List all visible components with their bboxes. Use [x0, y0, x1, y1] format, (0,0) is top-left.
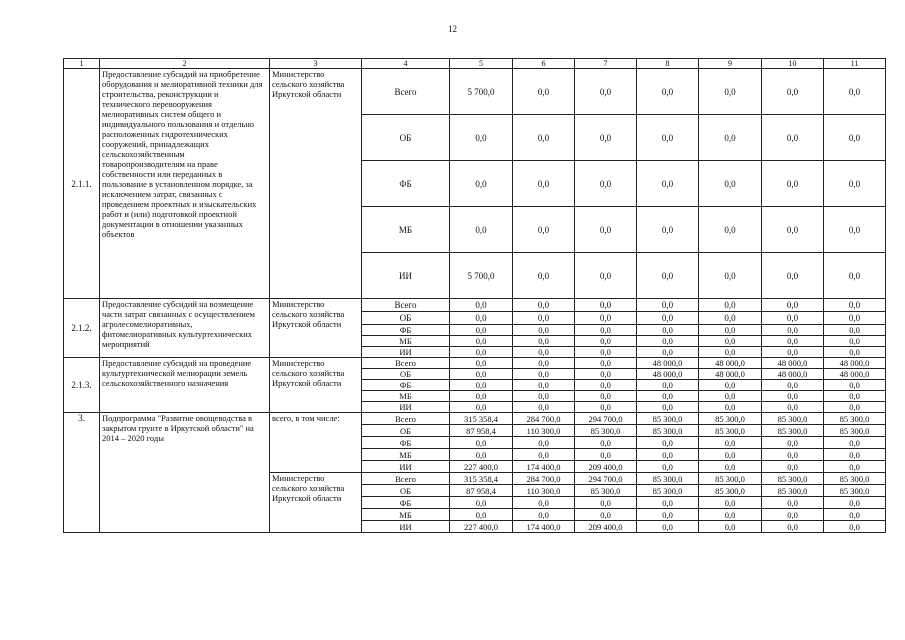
column-number: 7 — [575, 59, 637, 69]
amount-cell: 48 000,0 — [824, 369, 886, 380]
amount-cell: 0,0 — [450, 115, 513, 161]
amount-cell: 0,0 — [824, 449, 886, 461]
amount-cell: 0,0 — [637, 253, 699, 299]
amount-cell: 85 300,0 — [824, 485, 886, 497]
amount-cell: 174 400,0 — [513, 521, 575, 533]
amount-cell: 0,0 — [450, 161, 513, 207]
funding-source: МБ — [362, 509, 450, 521]
amount-cell: 0,0 — [450, 391, 513, 402]
item-name: Подпрограмма "Развитие овощеводства в закрытом грунте в Иркутской области" на 2014 – 2020 годы — [100, 413, 270, 533]
table-row — [64, 299, 886, 312]
amount-cell: 0,0 — [699, 312, 762, 325]
item-code: 2.1.2. — [64, 299, 100, 358]
amount-cell: 0,0 — [824, 380, 886, 391]
amount-cell: 0,0 — [824, 253, 886, 299]
funding-source: ФБ — [362, 325, 450, 336]
amount-cell: 0,0 — [762, 253, 824, 299]
amount-cell: 85 300,0 — [762, 425, 824, 437]
amount-cell: 0,0 — [699, 161, 762, 207]
amount-cell: 0,0 — [513, 207, 575, 253]
funding-source: ФБ — [362, 161, 450, 207]
table-row — [64, 413, 886, 425]
amount-cell: 0,0 — [699, 391, 762, 402]
amount-cell: 174 400,0 — [513, 461, 575, 473]
funding-source: ИИ — [362, 253, 450, 299]
amount-cell: 0,0 — [637, 299, 699, 312]
executor: Министерство сельского хозяйства Иркутской области — [270, 299, 362, 358]
amount-cell: 48 000,0 — [762, 369, 824, 380]
amount-cell: 0,0 — [824, 347, 886, 358]
amount-cell: 0,0 — [762, 437, 824, 449]
amount-cell: 0,0 — [575, 336, 637, 347]
amount-cell: 0,0 — [575, 312, 637, 325]
funding-source: ФБ — [362, 497, 450, 509]
amount-cell: 0,0 — [762, 115, 824, 161]
amount-cell: 0,0 — [824, 312, 886, 325]
amount-cell: 0,0 — [824, 521, 886, 533]
amount-cell: 0,0 — [513, 380, 575, 391]
amount-cell: 0,0 — [575, 115, 637, 161]
executor: Министерство сельского хозяйства Иркутской области — [270, 358, 362, 413]
amount-cell: 87 958,4 — [450, 425, 513, 437]
amount-cell: 0,0 — [824, 509, 886, 521]
item-name: Предоставление субсидий на возмещение части затрат связанных с осуществлением агролесомелиоративных, фитомелиоративных культуртехнических мероприятий — [100, 299, 270, 358]
amount-cell: 85 300,0 — [762, 413, 824, 425]
amount-cell: 0,0 — [450, 358, 513, 369]
funding-source: Всего — [362, 69, 450, 115]
amount-cell: 0,0 — [699, 521, 762, 533]
amount-cell: 0,0 — [513, 402, 575, 413]
funding-source: ИИ — [362, 402, 450, 413]
amount-cell: 48 000,0 — [637, 358, 699, 369]
amount-cell: 0,0 — [450, 509, 513, 521]
amount-cell: 0,0 — [450, 497, 513, 509]
amount-cell: 0,0 — [699, 449, 762, 461]
amount-cell: 294 700,0 — [575, 413, 637, 425]
funding-source: ИИ — [362, 461, 450, 473]
amount-cell: 0,0 — [575, 497, 637, 509]
amount-cell: 85 300,0 — [762, 485, 824, 497]
page-number: 12 — [448, 24, 457, 34]
amount-cell: 0,0 — [575, 380, 637, 391]
amount-cell: 0,0 — [762, 325, 824, 336]
amount-cell: 0,0 — [575, 358, 637, 369]
amount-cell: 85 300,0 — [699, 425, 762, 437]
executor: Министерство сельского хозяйства Иркутской области — [270, 473, 362, 533]
item-code: 3. — [64, 413, 100, 533]
table-row — [64, 69, 886, 115]
amount-cell: 0,0 — [824, 437, 886, 449]
amount-cell: 0,0 — [637, 347, 699, 358]
funding-source: Всего — [362, 413, 450, 425]
funding-source: ИИ — [362, 521, 450, 533]
amount-cell: 0,0 — [699, 115, 762, 161]
amount-cell: 0,0 — [450, 380, 513, 391]
item-code: 2.1.3. — [64, 358, 100, 413]
item-code: 2.1.1. — [64, 69, 100, 299]
column-number: 11 — [824, 59, 886, 69]
amount-cell: 0,0 — [699, 69, 762, 115]
table-row — [64, 358, 886, 369]
amount-cell: 0,0 — [637, 325, 699, 336]
amount-cell: 48 000,0 — [699, 369, 762, 380]
column-number: 10 — [762, 59, 824, 69]
amount-cell: 0,0 — [699, 299, 762, 312]
amount-cell: 0,0 — [762, 380, 824, 391]
amount-cell: 0,0 — [699, 253, 762, 299]
column-number-row — [64, 59, 886, 69]
amount-cell: 0,0 — [450, 402, 513, 413]
amount-cell: 48 000,0 — [699, 358, 762, 369]
amount-cell: 85 300,0 — [762, 473, 824, 485]
funding-source: ОБ — [362, 425, 450, 437]
amount-cell: 0,0 — [637, 402, 699, 413]
amount-cell: 85 300,0 — [824, 473, 886, 485]
amount-cell: 0,0 — [637, 521, 699, 533]
amount-cell: 0,0 — [637, 380, 699, 391]
amount-cell: 0,0 — [575, 69, 637, 115]
amount-cell: 0,0 — [513, 115, 575, 161]
amount-cell: 0,0 — [513, 497, 575, 509]
amount-cell: 0,0 — [637, 461, 699, 473]
amount-cell: 0,0 — [575, 391, 637, 402]
amount-cell: 0,0 — [513, 449, 575, 461]
amount-cell: 0,0 — [699, 437, 762, 449]
funding-source: МБ — [362, 336, 450, 347]
column-number: 2 — [100, 59, 270, 69]
amount-cell: 0,0 — [637, 509, 699, 521]
amount-cell: 85 300,0 — [824, 425, 886, 437]
column-number: 9 — [699, 59, 762, 69]
amount-cell: 284 700,0 — [513, 473, 575, 485]
amount-cell: 0,0 — [513, 161, 575, 207]
item-name: Предоставление субсидий на приобретение оборудования и мелиоративной техники для строительства, реконструкции и технического перевооружения мелиоративных систем общего и индивидуального пользования и отдельно расположенных гидротехнических сооружений, принадлежащих сельскохозяйственным товаропроизводителям на праве собственности или переданных в пользование в установленном порядке, за исключением затрат, связанных с проведением проектных и изыскательских работ и (или) подготовкой проектной документации в отношении указанных объектов — [100, 69, 270, 299]
column-number: 6 — [513, 59, 575, 69]
amount-cell: 0,0 — [513, 312, 575, 325]
amount-cell: 0,0 — [637, 437, 699, 449]
amount-cell: 0,0 — [637, 69, 699, 115]
amount-cell: 85 300,0 — [637, 485, 699, 497]
amount-cell: 0,0 — [824, 299, 886, 312]
amount-cell: 0,0 — [513, 437, 575, 449]
amount-cell: 0,0 — [637, 161, 699, 207]
amount-cell: 0,0 — [513, 253, 575, 299]
amount-cell: 209 400,0 — [575, 521, 637, 533]
amount-cell: 0,0 — [450, 207, 513, 253]
amount-cell: 0,0 — [513, 299, 575, 312]
amount-cell: 0,0 — [637, 497, 699, 509]
amount-cell: 0,0 — [824, 207, 886, 253]
amount-cell: 110 300,0 — [513, 485, 575, 497]
executor: Министерство сельского хозяйства Иркутской области — [270, 69, 362, 299]
funding-source: Всего — [362, 358, 450, 369]
funding-source: ОБ — [362, 485, 450, 497]
column-number: 5 — [450, 59, 513, 69]
amount-cell: 5 700,0 — [450, 253, 513, 299]
amount-cell: 0,0 — [450, 312, 513, 325]
amount-cell: 0,0 — [450, 437, 513, 449]
amount-cell: 0,0 — [575, 369, 637, 380]
amount-cell: 0,0 — [699, 509, 762, 521]
amount-cell: 0,0 — [575, 437, 637, 449]
funding-source: Всего — [362, 473, 450, 485]
amount-cell: 0,0 — [575, 253, 637, 299]
amount-cell: 0,0 — [513, 369, 575, 380]
amount-cell: 0,0 — [575, 325, 637, 336]
budget-table — [63, 58, 886, 533]
amount-cell: 85 300,0 — [637, 413, 699, 425]
amount-cell: 0,0 — [513, 347, 575, 358]
amount-cell: 0,0 — [450, 449, 513, 461]
amount-cell: 0,0 — [824, 402, 886, 413]
amount-cell: 0,0 — [824, 336, 886, 347]
amount-cell: 85 300,0 — [699, 473, 762, 485]
amount-cell: 5 700,0 — [450, 69, 513, 115]
amount-cell: 0,0 — [637, 115, 699, 161]
funding-source: МБ — [362, 449, 450, 461]
amount-cell: 209 400,0 — [575, 461, 637, 473]
amount-cell: 0,0 — [575, 207, 637, 253]
amount-cell: 85 300,0 — [575, 485, 637, 497]
amount-cell: 0,0 — [513, 358, 575, 369]
amount-cell: 0,0 — [824, 391, 886, 402]
column-number: 1 — [64, 59, 100, 69]
amount-cell: 0,0 — [762, 521, 824, 533]
column-number: 4 — [362, 59, 450, 69]
amount-cell: 87 958,4 — [450, 485, 513, 497]
amount-cell: 85 300,0 — [699, 485, 762, 497]
amount-cell: 0,0 — [637, 449, 699, 461]
amount-cell: 0,0 — [513, 509, 575, 521]
amount-cell: 0,0 — [824, 161, 886, 207]
amount-cell: 284 700,0 — [513, 413, 575, 425]
amount-cell: 0,0 — [699, 347, 762, 358]
amount-cell: 0,0 — [637, 207, 699, 253]
amount-cell: 0,0 — [762, 207, 824, 253]
amount-cell: 315 358,4 — [450, 473, 513, 485]
amount-cell: 0,0 — [575, 402, 637, 413]
amount-cell: 0,0 — [699, 497, 762, 509]
amount-cell: 85 300,0 — [637, 425, 699, 437]
amount-cell: 315 358,4 — [450, 413, 513, 425]
funding-source: Всего — [362, 299, 450, 312]
column-number: 8 — [637, 59, 699, 69]
amount-cell: 0,0 — [699, 402, 762, 413]
amount-cell: 0,0 — [699, 380, 762, 391]
amount-cell: 0,0 — [450, 299, 513, 312]
amount-cell: 0,0 — [824, 461, 886, 473]
amount-cell: 0,0 — [824, 115, 886, 161]
amount-cell: 0,0 — [699, 461, 762, 473]
amount-cell: 0,0 — [824, 325, 886, 336]
amount-cell: 0,0 — [762, 347, 824, 358]
executor: всего, в том числе: — [270, 413, 362, 473]
amount-cell: 48 000,0 — [824, 358, 886, 369]
funding-source: ОБ — [362, 115, 450, 161]
amount-cell: 48 000,0 — [637, 369, 699, 380]
amount-cell: 0,0 — [824, 497, 886, 509]
amount-cell: 0,0 — [762, 69, 824, 115]
amount-cell: 0,0 — [762, 299, 824, 312]
amount-cell: 110 300,0 — [513, 425, 575, 437]
amount-cell: 0,0 — [575, 161, 637, 207]
amount-cell: 0,0 — [762, 461, 824, 473]
amount-cell: 85 300,0 — [824, 413, 886, 425]
funding-source: ФБ — [362, 437, 450, 449]
amount-cell: 0,0 — [699, 207, 762, 253]
amount-cell: 0,0 — [513, 325, 575, 336]
amount-cell: 0,0 — [513, 391, 575, 402]
amount-cell: 0,0 — [762, 497, 824, 509]
funding-source: ОБ — [362, 312, 450, 325]
column-number: 3 — [270, 59, 362, 69]
amount-cell: 0,0 — [762, 312, 824, 325]
amount-cell: 227 400,0 — [450, 461, 513, 473]
amount-cell: 0,0 — [762, 402, 824, 413]
amount-cell: 0,0 — [762, 391, 824, 402]
amount-cell: 0,0 — [513, 336, 575, 347]
amount-cell: 0,0 — [575, 347, 637, 358]
amount-cell: 0,0 — [450, 325, 513, 336]
funding-source: МБ — [362, 391, 450, 402]
amount-cell: 85 300,0 — [699, 413, 762, 425]
funding-source: ИИ — [362, 347, 450, 358]
amount-cell: 227 400,0 — [450, 521, 513, 533]
amount-cell: 0,0 — [450, 369, 513, 380]
amount-cell: 0,0 — [699, 336, 762, 347]
amount-cell: 0,0 — [637, 312, 699, 325]
amount-cell: 0,0 — [824, 69, 886, 115]
amount-cell: 294 700,0 — [575, 473, 637, 485]
amount-cell: 0,0 — [762, 336, 824, 347]
amount-cell: 48 000,0 — [762, 358, 824, 369]
amount-cell: 0,0 — [575, 299, 637, 312]
funding-source: МБ — [362, 207, 450, 253]
amount-cell: 0,0 — [699, 325, 762, 336]
amount-cell: 0,0 — [450, 336, 513, 347]
amount-cell: 0,0 — [762, 161, 824, 207]
amount-cell: 0,0 — [637, 336, 699, 347]
funding-source: ФБ — [362, 380, 450, 391]
amount-cell: 85 300,0 — [637, 473, 699, 485]
amount-cell: 0,0 — [762, 509, 824, 521]
amount-cell: 0,0 — [637, 391, 699, 402]
amount-cell: 0,0 — [575, 509, 637, 521]
item-name: Предоставление субсидий на проведение культуртехнической мелиорации земель сельскохозяйственного назначения — [100, 358, 270, 413]
amount-cell: 0,0 — [450, 347, 513, 358]
amount-cell: 0,0 — [575, 449, 637, 461]
amount-cell: 0,0 — [513, 69, 575, 115]
amount-cell: 0,0 — [762, 449, 824, 461]
funding-source: ОБ — [362, 369, 450, 380]
amount-cell: 85 300,0 — [575, 425, 637, 437]
